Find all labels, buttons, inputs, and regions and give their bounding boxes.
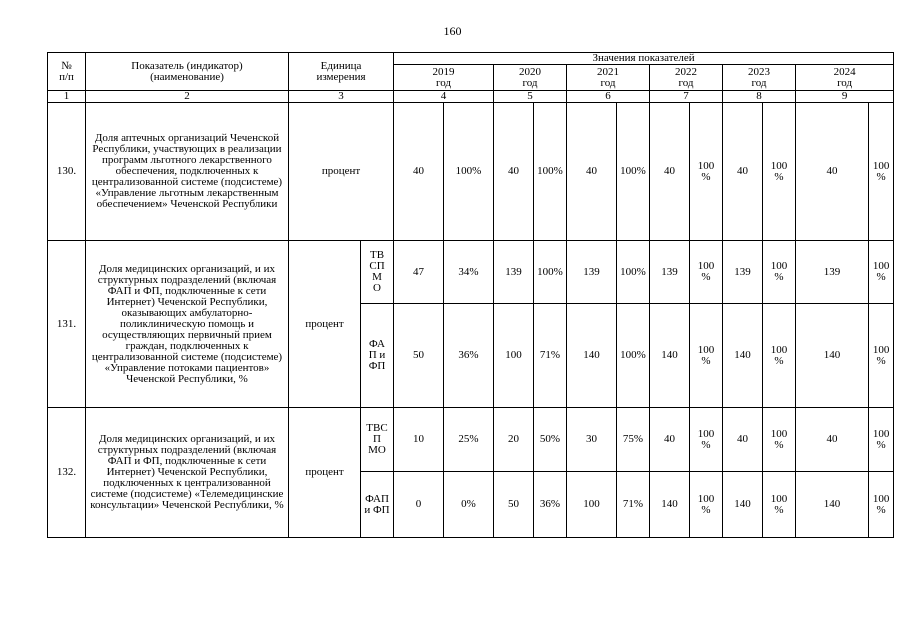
value-cell: 140 <box>796 304 869 408</box>
value-cell: 40 <box>723 408 763 472</box>
value-cell: 10 <box>394 408 444 472</box>
value-cell: 140 <box>650 472 690 538</box>
value-cell: 40 <box>394 103 444 241</box>
values-header: Значения показателей <box>394 53 894 65</box>
year-header: 2022 год <box>650 65 723 91</box>
column-number: 9 <box>796 91 894 103</box>
percent-cell: 100 % <box>869 408 894 472</box>
value-cell: 47 <box>394 241 444 304</box>
value-cell: 139 <box>723 241 763 304</box>
row-number: 130. <box>48 103 86 241</box>
column-number: 6 <box>567 91 650 103</box>
percent-cell: 100% <box>617 103 650 241</box>
percent-cell: 34% <box>444 241 494 304</box>
percent-cell: 100% <box>617 241 650 304</box>
percent-cell: 100% <box>444 103 494 241</box>
subgroup-label: ФА П и ФП <box>361 304 394 408</box>
value-cell: 100 <box>567 472 617 538</box>
year-header: 2023 год <box>723 65 796 91</box>
column-number: 4 <box>394 91 494 103</box>
percent-cell: 25% <box>444 408 494 472</box>
value-cell: 50 <box>494 472 534 538</box>
indicator-text: Доля медицинских организаций, и их структурных подразделений (включая ФАП и ФП, подключенные к сети Интернет) Чеченской Республики, оказывающих амбулаторно-поликлиническую помощь и осуществляющих первичный прием граждан, подключенных к централизованной системе (подсистеме) «Управление потоками пациентов» Чеченской Республики, % <box>86 241 289 408</box>
percent-cell: 75% <box>617 408 650 472</box>
value-cell: 140 <box>723 472 763 538</box>
column-number: 8 <box>723 91 796 103</box>
percent-cell: 100 % <box>869 304 894 408</box>
percent-cell: 100 % <box>763 408 796 472</box>
indicator-header: Показатель (индикатор) (наименование) <box>86 53 289 91</box>
value-cell: 40 <box>796 408 869 472</box>
percent-cell: 100 % <box>690 304 723 408</box>
value-cell: 140 <box>650 304 690 408</box>
year-header: 2024 год <box>796 65 894 91</box>
value-cell: 40 <box>567 103 617 241</box>
indicators-table <box>47 52 894 538</box>
value-cell: 40 <box>494 103 534 241</box>
value-cell: 20 <box>494 408 534 472</box>
subgroup-label: ТВ СП М О <box>361 241 394 304</box>
header-row <box>48 53 894 65</box>
subgroup-label: ТВС П МО <box>361 408 394 472</box>
year-header: 2020 год <box>494 65 567 91</box>
percent-cell: 100% <box>617 304 650 408</box>
percent-cell: 100 % <box>763 472 796 538</box>
column-number: 3 <box>289 91 394 103</box>
column-number: 2 <box>86 91 289 103</box>
column-number: 1 <box>48 91 86 103</box>
value-cell: 140 <box>723 304 763 408</box>
value-cell: 140 <box>567 304 617 408</box>
indicator-text: Доля аптечных организаций Чеченской Республики, участвующих в реализации программ льготного лекарственного обеспечения, подключенных к централизованной системе (подсистеме) «Управление льготным лекарственным обеспечением» Чеченской Республики <box>86 103 289 241</box>
percent-cell: 100 % <box>690 408 723 472</box>
value-cell: 139 <box>567 241 617 304</box>
percent-cell: 100 % <box>869 472 894 538</box>
year-header: 2019 год <box>394 65 494 91</box>
percent-cell: 100 % <box>763 304 796 408</box>
unit-header: Единица измерения <box>289 53 394 91</box>
value-cell: 40 <box>650 103 690 241</box>
percent-cell: 100 % <box>763 241 796 304</box>
subgroup-label: ФАП и ФП <box>361 472 394 538</box>
value-cell: 40 <box>650 408 690 472</box>
unit-cell: процент <box>289 103 394 241</box>
unit-cell: процент <box>289 408 361 538</box>
value-cell: 0 <box>394 472 444 538</box>
percent-cell: 100 % <box>690 103 723 241</box>
value-cell: 50 <box>394 304 444 408</box>
unit-cell: процент <box>289 241 361 408</box>
row-number: 131. <box>48 241 86 408</box>
value-cell: 30 <box>567 408 617 472</box>
column-number: 5 <box>494 91 567 103</box>
table-row <box>48 408 894 472</box>
percent-cell: 100% <box>534 241 567 304</box>
percent-cell: 36% <box>534 472 567 538</box>
value-cell: 100 <box>494 304 534 408</box>
value-cell: 40 <box>796 103 869 241</box>
table-row <box>48 103 894 241</box>
value-cell: 140 <box>796 472 869 538</box>
value-cell: 40 <box>723 103 763 241</box>
row-number: 132. <box>48 408 86 538</box>
page-number: 160 <box>443 24 462 38</box>
percent-cell: 50% <box>534 408 567 472</box>
year-header: 2021 год <box>567 65 650 91</box>
percent-cell: 0% <box>444 472 494 538</box>
percent-cell: 100% <box>534 103 567 241</box>
table-row <box>48 241 894 304</box>
num-header: № п/п <box>48 53 86 91</box>
column-number: 7 <box>650 91 723 103</box>
percent-cell: 100 % <box>690 472 723 538</box>
percent-cell: 100 % <box>763 103 796 241</box>
value-cell: 139 <box>494 241 534 304</box>
percent-cell: 71% <box>617 472 650 538</box>
percent-cell: 36% <box>444 304 494 408</box>
value-cell: 139 <box>796 241 869 304</box>
percent-cell: 100 % <box>690 241 723 304</box>
percent-cell: 71% <box>534 304 567 408</box>
column-number-row <box>48 91 894 103</box>
value-cell: 139 <box>650 241 690 304</box>
percent-cell: 100 % <box>869 103 894 241</box>
indicator-text: Доля медицинских организаций, и их структурных подразделений (включая ФАП и ФП, подключенные к сети Интернет) Чеченской Республики, подключенных к централизованной системе (подсистеме) «Телемедицинские консультации» Чеченской Республики, % <box>86 408 289 538</box>
percent-cell: 100 % <box>869 241 894 304</box>
